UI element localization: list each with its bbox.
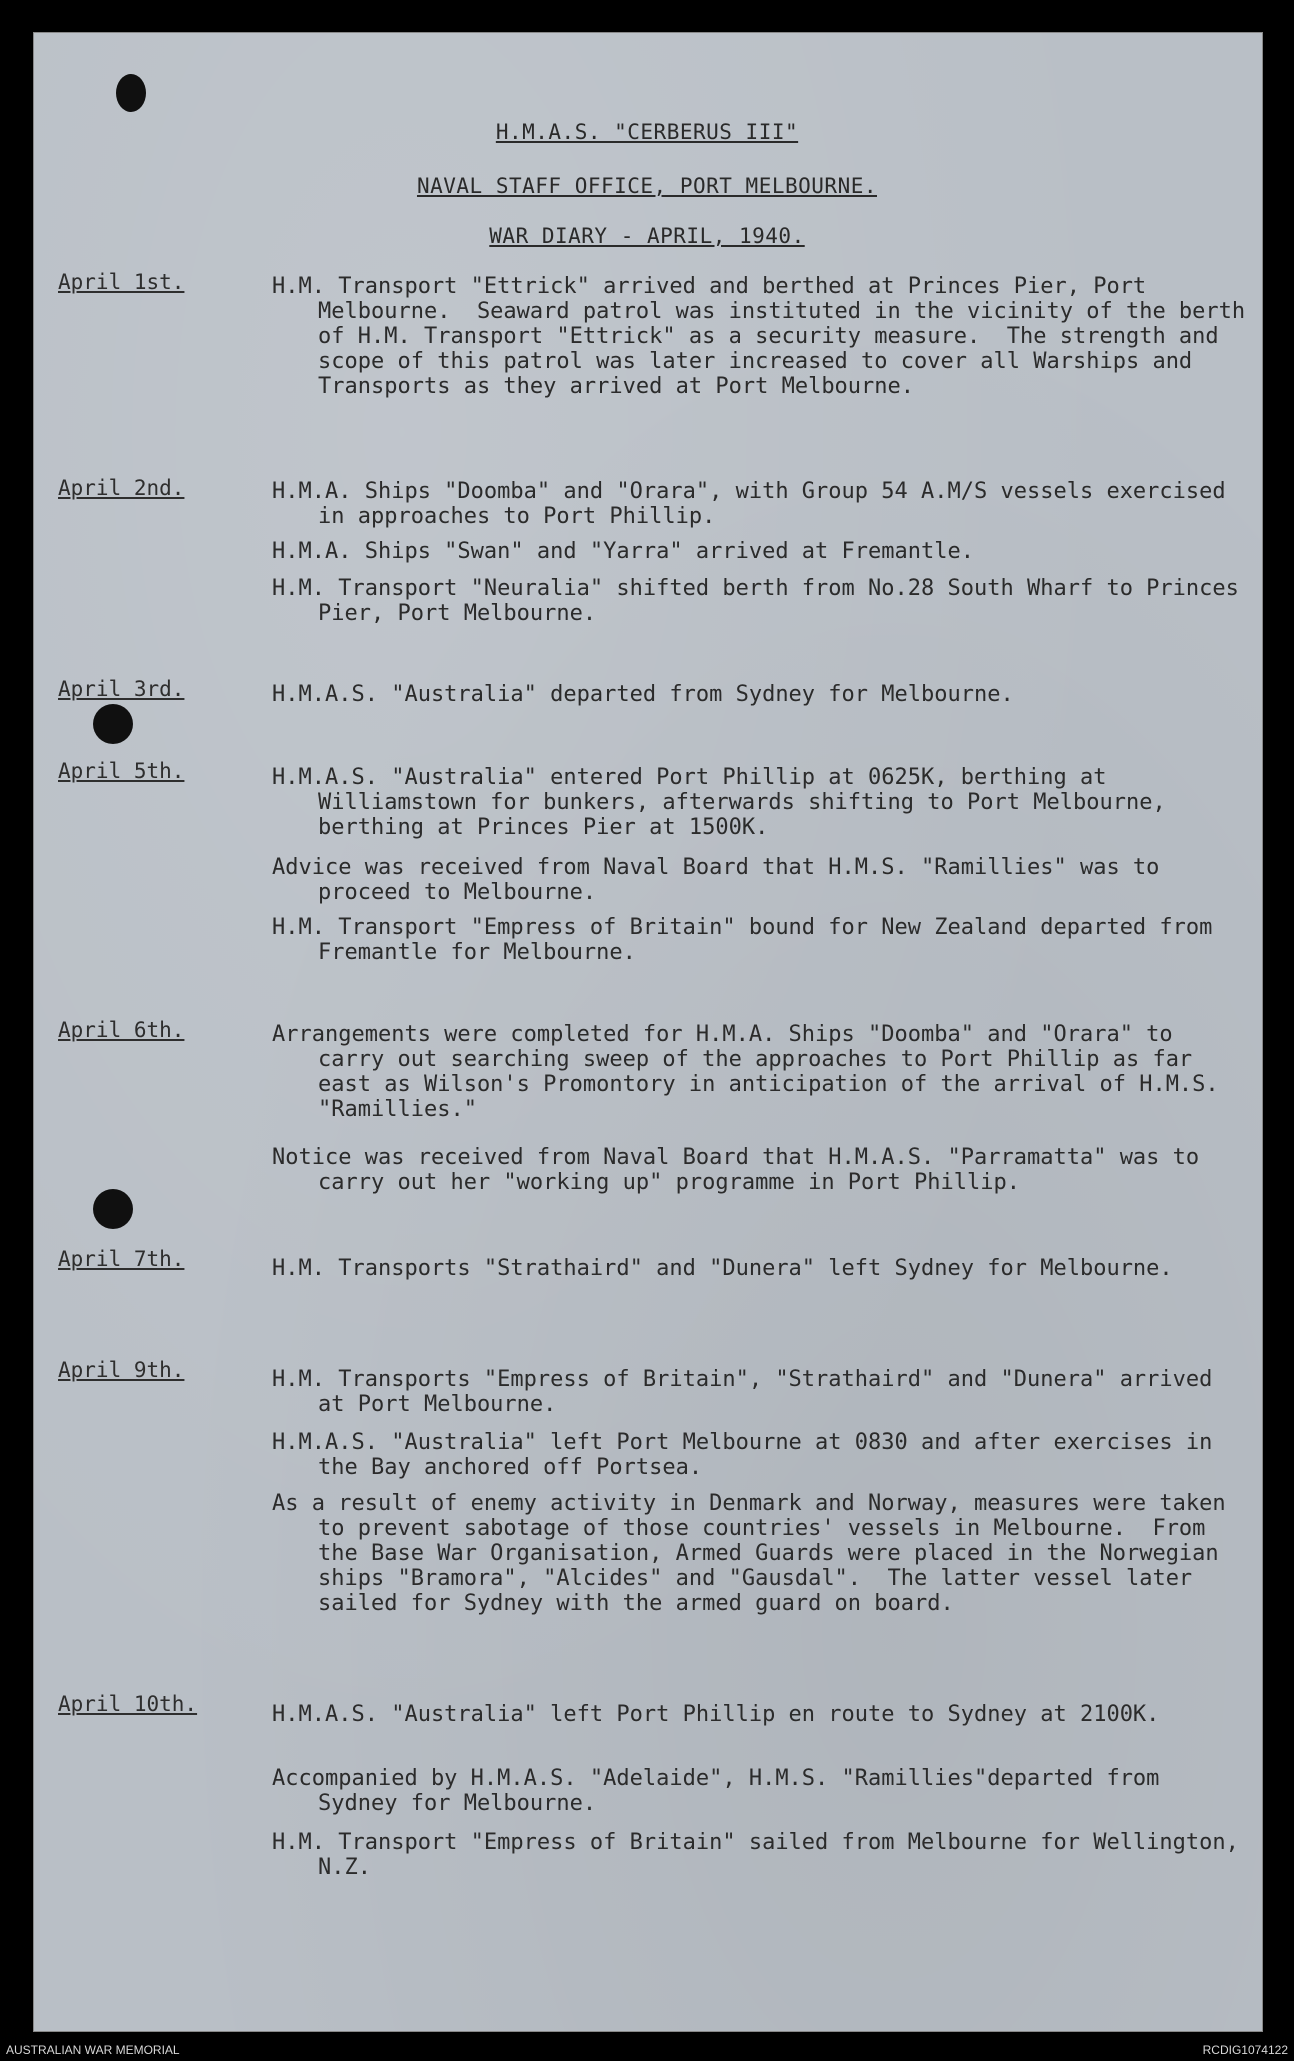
punch-hole-top [116,74,146,112]
entry-date: April 2nd. [58,476,185,500]
entry-paragraph: As a result of enemy activity in Denmark and Norway, measures were taken to prevent sabotage of those countries' vessels in Melbourne. From the Base War Organisation, Armed Guards were placed in the Norwegian ships "Bramora", "Alcides" and "Gausdal". The latter vessel later sailed for Sydney with the armed guard on board. [272,1491,1239,1616]
entry-date: April 3rd. [58,677,185,701]
punch-hole-lower [93,1189,133,1229]
entry-paragraph: H.M. Transport "Empress of Britain" sailed from Melbourne for Wellington, N.Z. [272,1830,1253,1880]
header-ship: H.M.A.S. "CERBERUS III" [495,120,799,144]
entry-paragraph: Notice was received from Naval Board that H.M.A.S. "Parramatta" was to carry out her "working up" programme in Port Phillip. [272,1145,1213,1195]
entry-date: April 10th. [58,1692,198,1716]
entry-paragraph: H.M. Transports "Empress of Britain", "Strathaird" and "Dunera" arrived at Port Melbourne. [272,1367,1226,1417]
entry-paragraph: H.M.A.S. "Australia" departed from Sydney for Melbourne. [272,682,1014,707]
entry-paragraph: H.M.A.S. "Australia" left Port Phillip en route to Sydney at 2100K. [272,1702,1160,1727]
entry-paragraph: Accompanied by H.M.A.S. "Adelaide", H.M.S. "Ramillies"departed from Sydney for Melbourne. [272,1766,1173,1816]
entry-paragraph: H.M. Transports "Strathaird" and "Dunera" left Sydney for Melbourne. [272,1256,1173,1281]
punch-hole-middle [93,704,133,744]
header-office: NAVAL STAFF OFFICE, PORT MELBOURNE. [416,174,877,198]
entry-paragraph: H.M.A.S. "Australia" entered Port Phillip at 0625K, berthing at Williamstown for bunkers, afterwards shifting to Port Melbourne, berthing at Princes Pier at 1500K. [272,765,1179,840]
entry-date: April 5th. [58,759,185,783]
entry-paragraph: H.M. Transport "Neuralia" shifted berth from No.28 South Wharf to Princes Pier, Port Melbourne. [272,576,1253,626]
entry-date: April 7th. [58,1247,185,1271]
entry-paragraph: H.M.A. Ships "Doomba" and "Orara", with Group 54 A.M/S vessels exercised in approaches to Port Phillip. [272,479,1239,529]
entry-paragraph: H.M.A. Ships "Swan" and "Yarra" arrived at Fremantle. [272,539,974,564]
entry-paragraph: H.M. Transport "Empress of Britain" bound for New Zealand departed from Fremantle for Melbourne. [272,915,1226,965]
entry-date: April 6th. [58,1018,185,1042]
entry-date: April 1st. [58,270,185,294]
entry-paragraph: Arrangements were completed for H.M.A. Ships "Doomba" and "Orara" to carry out searching sweep of the approaches to Port Phillip as far east as Wilson's Promontory in anticipation of the arrival of H.M.S. "Ramillies." [272,1022,1232,1122]
footer-archive-label: AUSTRALIAN WAR MEMORIAL [6,2043,180,2057]
entry-paragraph: H.M.A.S. "Australia" left Port Melbourne at 0830 and after exercises in the Bay anchored off Portsea. [272,1430,1226,1480]
entry-paragraph: Advice was received from Naval Board that H.M.S. "Ramillies" was to proceed to Melbourne. [272,855,1173,905]
entry-date: April 9th. [58,1358,185,1382]
header-diary: WAR DIARY - APRIL, 1940. [489,224,805,248]
entry-paragraph: H.M. Transport "Ettrick" arrived and berthed at Princes Pier, Port Melbourne. Seaward patrol was instituted in the vicinity of the berth of H.M. Transport "Ettrick" as a security measure. The strength and scope of this patrol was later increased to cover all Warships and Transports as they arrived at Port Melbourne. [272,274,1259,399]
footer-record-id: RCDIG1074122 [1202,2043,1288,2057]
